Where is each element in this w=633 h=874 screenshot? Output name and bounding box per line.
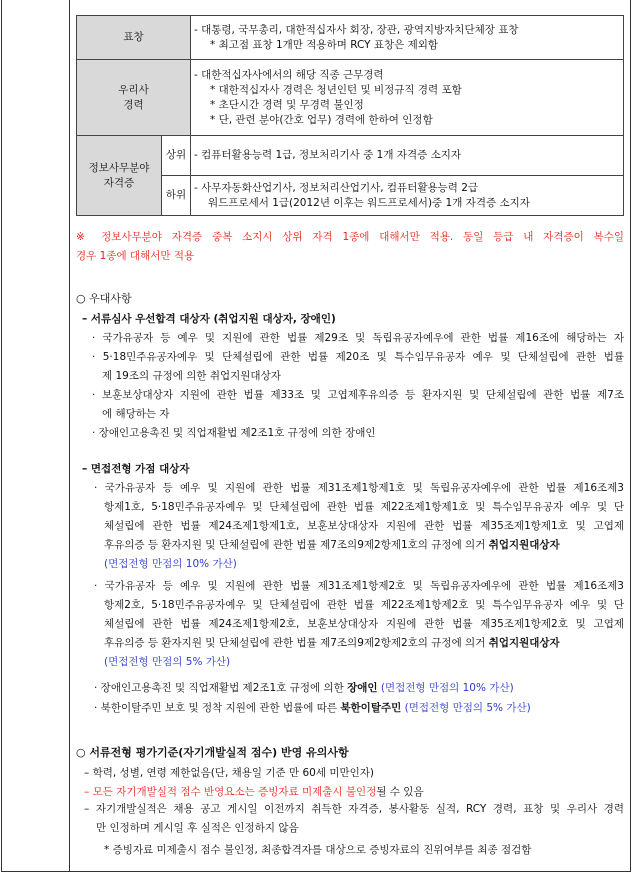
pref-s2-item4	[94, 700, 531, 715]
table-row	[77, 136, 624, 176]
category-career	[77, 60, 191, 136]
doc-line: – 학력, 성별, 연령 제한없음(단, 채용일 기준 만 60세 미만인자)	[84, 767, 375, 779]
pref-s1-list	[92, 329, 624, 443]
eligible-label: 북한이탈주민	[340, 702, 402, 714]
list-item-cont	[94, 536, 624, 555]
cert-lower-cell	[191, 176, 624, 216]
cert-note-line: ※ 정보사무분야 자격증 중복 소지시 상위 자격 1종에 대해서만 적용. 동일 등급 내 자격증이 복수일	[76, 231, 624, 243]
doc-line: – 자기개발실적은 채용 공고 게시일 이전까지 취득한 자격증, 봉사활동 실적, RCY 경력, 표창 및 우리사 경력	[84, 803, 624, 815]
bonus-note: (면접전형 만점의 5% 가산)	[104, 656, 231, 668]
doc-heading: ○ 서류전형 평가기준(자기개발실적 점수) 반영 유의사항	[76, 746, 349, 759]
career-note: * 단, 관련 분야(간호 업무) 경력에 한하여 인정함	[210, 113, 433, 126]
list-item-cont: 체설립에 관한 법률 제24조제1항제1호, 보훈보상대상자 지원에 관한 법률 제35조제1항제1호 및 고엽제	[104, 520, 624, 532]
pref-s2-item1	[94, 479, 624, 574]
list-item-cont	[94, 634, 624, 653]
list-item-text: 후유의증 등 환자지원 및 단체설립에 관한 법률 제7조의9제2항제2호의 규정에 의거	[104, 637, 486, 649]
eligible-label: 취업지원대상자	[488, 539, 560, 551]
pref-s2-heading: – 면접전형 가점 대상자	[82, 463, 190, 475]
list-item: · 국가유공자 등 예우 및 지원에 관한 법률 제31조제1항제2호 및 독립유공자예우에 관한 법률 제16조제3	[94, 580, 624, 592]
list-item: · 5·18민주유공자예우 및 단체설립에 관한 법률 제20조 및 특수임무유공자 예우 및 단체설립에 관한 법률	[92, 351, 624, 363]
document-frame	[1, 0, 631, 872]
career-cell	[191, 60, 624, 136]
criteria-table	[76, 15, 624, 216]
category-cert-label: 정보사무분야 자격증	[88, 161, 150, 189]
award-note: * 최고점 표창 1개만 적용하며 RCY 표창은 제외함	[210, 38, 439, 51]
list-item-cont: 체설립에 관한 법률 제24조제1항제2호, 보훈보상대상자 지원에 관한 법률 제35조제1항제2호 및 고엽제	[104, 618, 624, 630]
content-area	[70, 0, 630, 871]
category-career-label: 우리사 경력	[118, 83, 149, 111]
doc-line-cont: 만 인정하며 게시일 후 실적은 인정하지 않음	[96, 822, 299, 834]
category-cert	[77, 136, 162, 216]
list-item: · 국가유공자 등 예우 및 지원에 관한 법률 제29조 및 독립유공자예우에 관한 법률 제16조에 해당하는 자	[92, 332, 624, 344]
doc-line	[84, 784, 424, 799]
cert-lower-line: 워드프로세서 1급(2012년 이후는 워드프로세서)중 1개 자격증 소지자	[208, 196, 530, 209]
bonus-note: (면접전형 만점의 10% 가산)	[380, 682, 514, 694]
list-item: · 보훈보상대상자 지원에 관한 법률 제33조 및 고엽제후유의증 등 환자지원 및 단체설립에 관한 법률 제7조	[92, 389, 624, 401]
table-row	[77, 16, 624, 60]
list-item-cont: 항제1호, 5·18민주유공자예우 및 단체설립에 관한 법률 제22조제1항제1호 및 특수임무유공자 예우 및 단	[104, 501, 624, 513]
doc-footnote: * 증빙자료 미제출시 점수 불인정, 최종합격자를 대상으로 증빙자료의 진위여부를 최종 점검함	[104, 844, 532, 856]
left-margin-column	[2, 0, 70, 871]
bonus-note: (면접전형 만점의 10% 가산)	[104, 558, 237, 570]
doc-line3	[84, 800, 624, 838]
list-item-text: · 북한이탈주민 보호 및 정착 지원에 관한 법률에 따른	[94, 702, 338, 714]
career-note: * 초단시간 경력 및 무경력 불인정	[210, 98, 364, 111]
doc-warning: – 모든 자기개발실적 점수 반영요소는 증빙자료 미제출시 불인정	[84, 786, 377, 798]
eligible-label: 장애인	[347, 682, 378, 694]
cert-note	[76, 228, 624, 266]
pref-s1-heading: – 서류심사 우선합격 대상자 (취업지원 대상자, 장애인)	[82, 313, 336, 325]
list-item-text: 후유의증 등 환자지원 및 단체설립에 관한 법률 제7조의9제2항제1호의 규정에 의거	[104, 539, 486, 551]
career-line: - 대한적십자사에서의 해당 직종 근무경력	[194, 68, 384, 81]
list-item: · 국가유공자 등 예우 및 지원에 관한 법률 제31조제1항제1호 및 독립유공자예우에 관한 법률 제16조제3	[94, 482, 624, 494]
list-item: · 장애인고용촉진 및 직업재활법 제2조1호 규정에 의한 장애인	[92, 427, 376, 439]
cert-upper-cell	[191, 136, 624, 176]
level-lower: 하위	[162, 176, 191, 216]
list-item-cont: 항제2호, 5·18민주유공자예우 및 단체설립에 관한 법률 제22조제1항제2호 및 특수임무유공자 예우 및 단	[104, 599, 624, 611]
award-line: - 대통령, 국무총리, 대한적십자사 회장, 장관, 광역지방자치단체장 표창	[194, 23, 519, 36]
eligible-label: 취업지원대상자	[488, 637, 560, 649]
table-row	[77, 60, 624, 136]
doc-line-tail: 될 수 있음	[376, 786, 424, 798]
list-item-cont: 에 해당하는 자	[102, 408, 170, 420]
career-note: * 대한적십자사 경력은 청년인턴 및 비정규직 경력 포함	[210, 83, 462, 96]
cert-lower-line: - 사무자동화산업기사, 정보처리산업기사, 컴퓨터활용능력 2급	[194, 181, 479, 194]
pref-s2-item2	[94, 577, 624, 672]
cert-note-line: 경우 1종에 대해서만 적용	[76, 250, 195, 262]
cert-upper-line: - 컴퓨터활용능력 1급, 정보처리기사 중 1개 자격증 소지자	[194, 149, 461, 161]
level-upper: 상위	[162, 136, 191, 176]
list-item-cont: 제 19조의 규정에 의한 취업지원대상자	[102, 370, 281, 382]
pref-heading: ○ 우대사항	[76, 292, 132, 305]
category-award: 표창	[77, 16, 191, 60]
award-cell	[191, 16, 624, 60]
bonus-note: (면접전형 만점의 5% 가산)	[404, 702, 531, 714]
pref-s2-item3	[94, 680, 514, 695]
list-item-text: · 장애인고용촉진 및 직업재활법 제2조1호 규정에 의한	[94, 682, 344, 694]
